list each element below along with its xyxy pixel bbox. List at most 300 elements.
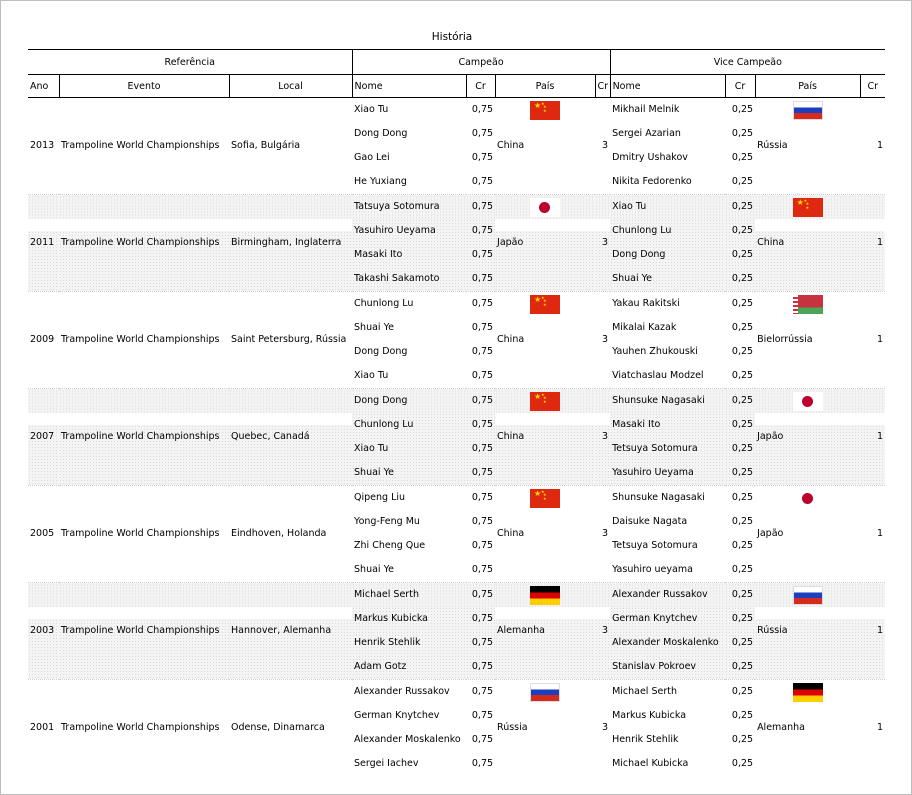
cell-champion-nome: Gao Lei	[354, 152, 390, 163]
cell-vice-cr: 0,25	[725, 583, 755, 608]
table-row	[28, 607, 885, 631]
flag-cell	[755, 389, 860, 414]
cell-vice-pais: Japão	[757, 528, 784, 539]
cell-champion-nome: Chunlong Lu	[352, 292, 466, 317]
cell-local	[229, 655, 352, 680]
japan-flag-icon	[793, 392, 823, 411]
cell-ano	[28, 195, 59, 220]
cell-champion-nome: Shuai Ye	[354, 564, 394, 575]
cell-vice-cr: 0,25	[731, 734, 754, 745]
germany-flag-icon	[530, 586, 560, 605]
cell-champion-pais	[495, 752, 595, 776]
cell-vice-cr: 0,25	[725, 461, 755, 486]
cell-ano	[28, 558, 59, 583]
cell-local	[229, 752, 352, 776]
cell-vice-pais	[755, 461, 860, 486]
cell-local	[229, 195, 352, 220]
cell-champion-nome: Takashi Sakamoto	[352, 267, 466, 292]
cell-vice-cr-total: 1	[860, 231, 885, 255]
cell-ano: 2003	[28, 619, 59, 643]
flag-cell	[495, 195, 595, 220]
cell-vice-cr: 0,25	[731, 152, 754, 163]
table-row	[28, 364, 885, 389]
cell-vice-nome: German Knytchev	[610, 607, 725, 631]
cell-champion-pais: China	[497, 334, 525, 345]
cell-champion-pais: Rússia	[497, 722, 528, 733]
cell-champion-cr-total: 3	[602, 722, 609, 733]
cell-champion-cr: 0,75	[466, 267, 495, 292]
cell-champion-cr-total	[595, 486, 610, 511]
cell-champion-cr-total: 3	[602, 140, 609, 151]
cell-champion-cr: 0,75	[466, 680, 495, 705]
cell-local: Saint Petersburg, Rússia	[231, 334, 347, 345]
cell-vice-nome: Stanislav Pokroev	[610, 655, 725, 680]
cell-vice-nome: Henrik Stehlik	[612, 734, 679, 745]
column-header-nome: Nome	[352, 75, 466, 98]
cell-vice-cr-total	[860, 195, 885, 220]
cell-evento: Trampoline World Championships	[59, 425, 229, 449]
flag-cell	[755, 98, 860, 123]
cell-vice-cr: 0,25	[731, 516, 754, 527]
cell-vice-cr-total: 1	[860, 619, 885, 643]
cell-local	[229, 583, 352, 608]
cell-champion-cr: 0,75	[466, 243, 495, 267]
cell-vice-nome: Viatchaslau Modzel	[612, 370, 704, 381]
cell-vice-cr: 0,25	[731, 322, 754, 333]
flag-cell	[495, 583, 595, 608]
cell-local	[229, 461, 352, 486]
flag-cell	[495, 292, 595, 317]
cell-vice-nome: Michael Kubicka	[612, 758, 689, 769]
cell-evento	[59, 364, 229, 389]
cell-evento	[59, 752, 229, 776]
china-flag-icon: ★ ★ ★ ★	[793, 198, 823, 217]
table-row	[28, 510, 885, 534]
flag-cell	[755, 583, 860, 608]
cell-vice-cr: 0,25	[725, 292, 755, 317]
cell-evento: Trampoline World Championships	[61, 334, 220, 345]
cell-champion-cr: 0,75	[471, 322, 494, 333]
cell-vice-cr-total: 1	[860, 425, 885, 449]
cell-vice-nome: Tetsuya Sotomura	[612, 540, 698, 551]
column-header-pais-vice: País	[755, 75, 860, 98]
cell-ano	[28, 364, 59, 389]
table-row	[28, 558, 885, 583]
japan-flag-icon	[793, 489, 823, 508]
japan-flag-icon	[530, 198, 560, 217]
cell-local: Quebec, Canadá	[229, 425, 352, 449]
cell-champion-nome: Dong Dong	[354, 128, 408, 139]
cell-vice-cr-total: 1	[877, 334, 884, 345]
cell-ano	[28, 486, 59, 511]
group-header-campeao: Campeão	[352, 50, 610, 75]
cell-local: Hannover, Alemanha	[229, 619, 352, 643]
russia-flag-icon	[793, 101, 823, 120]
cell-evento	[59, 98, 229, 123]
cell-vice-pais: Rússia	[757, 140, 788, 151]
table-row	[28, 655, 885, 680]
cell-vice-pais	[755, 655, 860, 680]
table-row	[28, 122, 885, 146]
cell-champion-cr-total	[595, 461, 610, 486]
cell-vice-pais: Alemanha	[757, 722, 805, 733]
cell-champion-cr: 0,75	[471, 370, 494, 381]
cell-ano: 2001	[30, 722, 55, 733]
flag-cell	[495, 389, 595, 414]
cell-ano	[28, 389, 59, 414]
cell-vice-cr-total	[860, 558, 885, 583]
cell-vice-cr: 0,25	[731, 346, 754, 357]
cell-vice-nome: Yauhen Zhukouski	[612, 346, 698, 357]
cell-vice-cr-total	[860, 98, 885, 123]
table-row	[28, 98, 885, 123]
cell-champion-cr-total	[595, 655, 610, 680]
cell-vice-nome: Chunlong Lu	[610, 219, 725, 243]
cell-vice-nome: Dmitry Ushakov	[612, 152, 688, 163]
cell-champion-nome: German Knytchev	[354, 710, 440, 721]
cell-vice-cr-total	[860, 486, 885, 511]
cell-vice-nome: Tetsuya Sotomura	[610, 437, 725, 461]
cell-vice-pais	[755, 170, 860, 195]
cell-vice-nome: Yasuhiro Ueyama	[610, 461, 725, 486]
cell-champion-nome: Yong-Feng Mu	[354, 516, 420, 527]
cell-local	[229, 680, 352, 705]
flag-cell	[755, 292, 860, 317]
cell-evento: Trampoline World Championships	[61, 140, 220, 151]
cell-vice-nome: Shunsuke Nagasaki	[610, 389, 725, 414]
cell-vice-cr: 0,25	[725, 437, 755, 461]
cell-champion-nome: He Yuxiang	[354, 176, 407, 187]
cell-champion-nome: Zhi Cheng Que	[354, 540, 426, 551]
table-row	[28, 486, 885, 511]
table-row	[28, 267, 885, 292]
cell-champion-pais: China	[495, 425, 595, 449]
cell-champion-cr-total	[595, 558, 610, 583]
cell-champion-cr-total: 3	[595, 231, 610, 255]
flag-cell	[755, 486, 860, 511]
cell-evento	[59, 389, 229, 414]
cell-champion-cr: 0,75	[466, 583, 495, 608]
cell-local	[229, 292, 352, 317]
cell-champion-nome: Xiao Tu	[352, 437, 466, 461]
table-row	[28, 292, 885, 317]
cell-champion-cr: 0,75	[471, 346, 494, 357]
cell-vice-cr: 0,25	[731, 128, 754, 139]
china-flag-icon: ★ ★ ★ ★	[530, 489, 560, 508]
cell-vice-cr-total	[860, 583, 885, 608]
cell-vice-nome: Alexander Moskalenko	[610, 631, 725, 655]
cell-vice-pais	[755, 267, 860, 292]
cell-ano	[28, 98, 59, 123]
cell-ano	[28, 170, 59, 195]
cell-vice-cr: 0,25	[725, 219, 755, 243]
russia-flag-icon	[530, 683, 560, 702]
cell-champion-nome: Chunlong Lu	[352, 413, 466, 437]
cell-champion-cr-total: 3	[602, 334, 609, 345]
cell-vice-nome: Markus Kubicka	[612, 710, 687, 721]
cell-champion-cr-total	[595, 389, 610, 414]
cell-champion-cr: 0,75	[466, 219, 495, 243]
flag-cell	[755, 195, 860, 220]
cell-champion-pais	[495, 655, 595, 680]
cell-evento: Trampoline World Championships	[59, 619, 229, 643]
cell-champion-nome: Xiao Tu	[352, 98, 466, 123]
cell-local: Eindhoven, Holanda	[231, 528, 327, 539]
cell-vice-nome: Masaki Ito	[610, 413, 725, 437]
cell-vice-cr: 0,25	[725, 98, 755, 123]
cell-vice-pais: Japão	[755, 425, 860, 449]
cell-vice-cr: 0,25	[731, 540, 754, 551]
cell-vice-cr: 0,25	[725, 413, 755, 437]
cell-champion-nome: Dong Dong	[354, 346, 408, 357]
cell-champion-pais	[495, 461, 595, 486]
column-header-local: Local	[229, 75, 352, 98]
column-header-evento: Evento	[59, 75, 229, 98]
cell-vice-cr-total	[860, 389, 885, 414]
cell-champion-nome: Yasuhiro Ueyama	[352, 219, 466, 243]
flag-cell	[495, 486, 595, 511]
cell-champion-cr: 0,75	[471, 758, 494, 769]
cell-champion-cr: 0,75	[466, 486, 495, 511]
cell-ano: 2011	[28, 231, 59, 255]
cell-vice-nome: Mikhail Melnik	[610, 98, 725, 123]
cell-champion-pais	[495, 267, 595, 292]
flag-cell	[495, 680, 595, 705]
cell-evento: Trampoline World Championships	[61, 528, 220, 539]
cell-evento	[59, 267, 229, 292]
cell-vice-nome: Mikalai Kazak	[612, 322, 677, 333]
cell-local: Odense, Dinamarca	[231, 722, 325, 733]
cell-vice-nome: Yakau Rakitski	[610, 292, 725, 317]
cell-evento	[59, 655, 229, 680]
cell-champion-nome: Qipeng Liu	[352, 486, 466, 511]
cell-champion-cr-total	[595, 680, 610, 705]
cell-evento	[59, 558, 229, 583]
table-body	[28, 98, 885, 777]
cell-champion-pais	[495, 364, 595, 389]
cell-vice-cr: 0,25	[725, 680, 755, 705]
table-row	[28, 389, 885, 414]
cell-champion-nome: Michael Serth	[352, 583, 466, 608]
cell-champion-cr-total	[595, 752, 610, 776]
cell-champion-nome: Xiao Tu	[354, 370, 389, 381]
cell-ano: 2007	[28, 425, 59, 449]
cell-vice-nome: Dong Dong	[610, 243, 725, 267]
table-row	[28, 680, 885, 705]
cell-champion-cr: 0,75	[471, 564, 494, 575]
china-flag-icon: ★ ★ ★ ★	[530, 101, 560, 120]
cell-vice-cr: 0,25	[725, 267, 755, 292]
cell-ano: 2013	[30, 140, 55, 151]
table-row	[28, 704, 885, 728]
cell-champion-nome: Masaki Ito	[352, 243, 466, 267]
cell-vice-pais	[755, 752, 860, 776]
cell-local	[229, 364, 352, 389]
cell-vice-nome: Daisuke Nagata	[612, 516, 688, 527]
cell-champion-cr-total	[595, 170, 610, 195]
cell-vice-pais: Bielorrússia	[757, 334, 813, 345]
cell-evento	[59, 170, 229, 195]
column-header-cr: Cr	[466, 75, 495, 98]
cell-champion-nome: Dong Dong	[352, 389, 466, 414]
cell-vice-cr: 0,25	[725, 195, 755, 220]
cell-vice-nome: Michael Serth	[610, 680, 725, 705]
cell-vice-pais: China	[755, 231, 860, 255]
cell-vice-cr: 0,25	[725, 389, 755, 414]
cell-vice-cr: 0,25	[731, 176, 754, 187]
table-title: História	[431, 31, 473, 43]
cell-vice-cr: 0,25	[725, 655, 755, 680]
cell-local: Birmingham, Inglaterra	[229, 231, 352, 255]
cell-champion-cr: 0,75	[466, 607, 495, 631]
cell-local	[229, 558, 352, 583]
cell-champion-nome: Shuai Ye	[354, 322, 394, 333]
cell-vice-cr: 0,25	[725, 607, 755, 631]
cell-vice-nome: Shuai Ye	[610, 267, 725, 292]
cell-vice-cr: 0,25	[725, 631, 755, 655]
cell-champion-cr: 0,75	[471, 540, 494, 551]
cell-ano	[28, 583, 59, 608]
cell-evento	[59, 680, 229, 705]
history-table	[28, 49, 885, 776]
cell-champion-nome: Markus Kubicka	[352, 607, 466, 631]
group-header-vice: Vice Campeão	[610, 50, 885, 75]
table-row	[28, 170, 885, 195]
cell-champion-cr: 0,75	[471, 152, 494, 163]
table-row	[28, 316, 885, 340]
cell-vice-cr-total: 1	[877, 140, 884, 151]
cell-champion-cr: 0,75	[466, 292, 495, 317]
cell-vice-cr-total: 1	[877, 722, 884, 733]
china-flag-icon: ★ ★ ★ ★	[530, 392, 560, 411]
germany-flag-icon	[793, 683, 823, 702]
cell-vice-cr: 0,25	[731, 370, 754, 381]
cell-champion-cr: 0,75	[471, 516, 494, 527]
cell-champion-cr: 0,75	[471, 734, 494, 745]
cell-champion-nome: Sergei Iachev	[354, 758, 419, 769]
cell-champion-cr: 0,75	[466, 195, 495, 220]
table-row	[28, 219, 885, 243]
cell-vice-nome: Sergei Azarian	[612, 128, 681, 139]
cell-evento: Trampoline World Championships	[59, 231, 229, 255]
cell-vice-cr: 0,25	[725, 486, 755, 511]
cell-ano	[28, 752, 59, 776]
table-row	[28, 752, 885, 776]
cell-champion-nome: Alexander Moskalenko	[354, 734, 461, 745]
cell-vice-cr: 0,25	[725, 243, 755, 267]
flag-cell	[495, 98, 595, 123]
cell-evento: Trampoline World Championships	[61, 722, 220, 733]
cell-evento	[59, 486, 229, 511]
cell-champion-nome: Alexander Russakov	[352, 680, 466, 705]
cell-local	[229, 389, 352, 414]
cell-ano	[28, 655, 59, 680]
cell-champion-cr-total	[595, 267, 610, 292]
group-header-referencia: Referência	[28, 50, 352, 75]
cell-evento	[59, 292, 229, 317]
cell-champion-nome: Shuai Ye	[352, 461, 466, 486]
cell-champion-pais: China	[497, 528, 525, 539]
cell-champion-cr: 0,75	[466, 655, 495, 680]
flag-cell	[755, 680, 860, 705]
cell-local	[229, 486, 352, 511]
table-row	[28, 461, 885, 486]
cell-champion-cr: 0,75	[466, 413, 495, 437]
cell-vice-nome: Nikita Fedorenko	[612, 176, 692, 187]
cell-vice-cr-total	[860, 170, 885, 195]
cell-champion-cr-total: 3	[595, 619, 610, 643]
cell-champion-nome: Tatsuya Sotomura	[352, 195, 466, 220]
cell-evento	[59, 195, 229, 220]
cell-vice-pais	[755, 364, 860, 389]
cell-vice-cr: 0,25	[731, 710, 754, 721]
cell-champion-cr: 0,75	[466, 461, 495, 486]
cell-local	[229, 267, 352, 292]
cell-vice-cr: 0,25	[731, 564, 754, 575]
column-header-cr-total-vice: Cr	[860, 75, 885, 98]
cell-ano	[28, 680, 59, 705]
russia-flag-icon	[793, 586, 823, 605]
cell-champion-cr-total	[595, 98, 610, 123]
cell-vice-cr-total	[860, 655, 885, 680]
column-header-pais: País	[495, 75, 595, 98]
cell-vice-cr: 0,25	[731, 758, 754, 769]
cell-local	[229, 170, 352, 195]
cell-ano: 2009	[30, 334, 55, 345]
cell-vice-cr-total	[860, 292, 885, 317]
cell-champion-nome: Adam Gotz	[352, 655, 466, 680]
cell-local: Sofia, Bulgária	[231, 140, 301, 151]
cell-vice-pais: Rússia	[755, 619, 860, 643]
cell-ano	[28, 267, 59, 292]
cell-vice-nome: Shunsuke Nagasaki	[610, 486, 725, 511]
column-header-cr-vice: Cr	[725, 75, 755, 98]
cell-vice-nome: Alexander Russakov	[610, 583, 725, 608]
cell-vice-nome: Xiao Tu	[610, 195, 725, 220]
cell-vice-cr-total	[860, 752, 885, 776]
china-flag-icon: ★ ★ ★ ★	[530, 295, 560, 314]
cell-champion-pais	[495, 170, 595, 195]
cell-champion-cr-total	[595, 292, 610, 317]
cell-vice-cr-total	[860, 461, 885, 486]
cell-ano	[28, 461, 59, 486]
column-header-ano: Ano	[28, 75, 59, 98]
cell-champion-pais	[495, 558, 595, 583]
cell-vice-nome: Yasuhiro ueyama	[612, 564, 693, 575]
cell-ano: 2005	[30, 528, 55, 539]
cell-champion-cr-total: 3	[602, 528, 609, 539]
cell-champion-nome: Henrik Stehlik	[352, 631, 466, 655]
cell-champion-pais: Japão	[495, 231, 595, 255]
cell-champion-cr: 0,75	[466, 437, 495, 461]
cell-local	[229, 98, 352, 123]
cell-evento	[59, 461, 229, 486]
cell-champion-cr: 0,75	[471, 176, 494, 187]
table-row	[28, 583, 885, 608]
cell-champion-pais: China	[497, 140, 525, 151]
cell-vice-cr-total	[860, 364, 885, 389]
cell-champion-cr: 0,75	[471, 710, 494, 721]
table-row	[28, 413, 885, 437]
cell-champion-cr: 0,75	[466, 631, 495, 655]
cell-vice-cr-total	[860, 680, 885, 705]
cell-champion-cr-total	[595, 195, 610, 220]
cell-ano	[28, 292, 59, 317]
cell-champion-cr-total: 3	[595, 425, 610, 449]
cell-champion-cr-total	[595, 364, 610, 389]
cell-champion-cr: 0,75	[466, 98, 495, 123]
cell-champion-cr: 0,75	[471, 128, 494, 139]
